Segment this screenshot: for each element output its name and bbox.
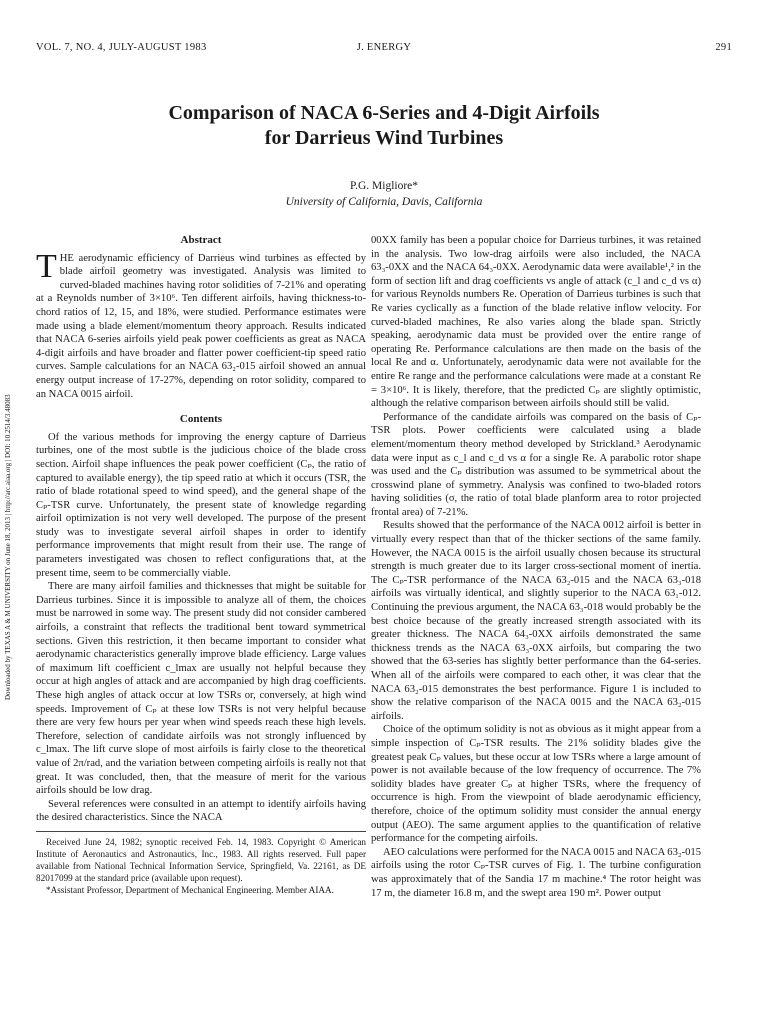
- body-paragraph: AEO calculations were performed for the NACA 0015 and NACA 63₂-015 airfoils using the rotor Cₚ-TSR curves of Fig. 1. The turbine configuration was approximately that of the Sandia 17 m machine.⁴ The rotor height was 17 m, the diameter 16.8 m, and the swept area 190 m². Power output: [371, 846, 701, 899]
- contents-paragraph: Several references were consulted in an attempt to identify airfoils having the desired characteristics. Since the NACA: [36, 798, 366, 824]
- body-paragraph: Results showed that the performance of the NACA 0012 airfoil is better in virtually every respect than that of the thicker sections of the same family. However, the NACA 0015 is the airfoil usually chosen because its structural strength is much greater due to its larger cross-sectional moment of inertia. The Cₚ-TSR performance of the NACA 63₂-015 and the NACA 63₃-018 airfoils was virtually identical, and slightly superior to the NACA 63₁-012. Continuing the previous argument, the NACA 63₃-018 would probably be the best choice because of the greatly increased strength associated with its greater thickness. The NACA 64₃-0XX airfoils demonstrated the same thickness trends as the NACA 63₃-0XX airfoils, but comparing the two showed that the 63-series has slightly better performance than the 64-series. When all of the airfoils were compared to each other, it was clear that the NACA 63₂-015 demonstrates the best performance. Figure 1 is included to show the relative comparison of the NACA 0015 and the NACA 63₂-015 airfoils.: [371, 520, 701, 722]
- abstract-heading: Abstract: [180, 234, 222, 246]
- author: P.G. Migliore*: [349, 180, 419, 192]
- dropcap-letter: T: [36, 247, 57, 285]
- affiliation: University of California, Davis, California: [285, 196, 483, 208]
- contents-paragraph: There are many airfoil families and thicknesses that might be suitable for Darrieus turbines. Since it is impossible to analyze all of them, the choices must be narrowed in some way. The present study did not consider cambered airfoils, a constraint that reflects the traditional bent toward symmetrical sections. Given this restriction, it then became important to consider what aerodynamic characteristics generally improve blade efficiency. Large values of maximum lift coefficient c_lmax are usually not helpful because they occur at high angles of attack and are accompanied by high drag coefficients. These high angles of attack occur at low TSRs or, conversely, at high wind speeds. Improvement of Cₚ at these low TSRs is not very helpful because there are very few hours per year when wind speeds reach these high levels. Therefore, selection of candidate airfoils was not strongly influenced by c_lmax. The lift curve slope of most airfoils is fairly close to the theoretical value of 2π/rad, and the variation between competing airfoils is really not that great. It was concluded, then, that the measure of merit for the various airfoils should be low drag.: [36, 581, 366, 797]
- right-column: [371, 234, 701, 900]
- page-number: 291: [715, 42, 732, 53]
- title-line-1: Comparison of NACA 6-Series and 4-Digit Airfoils: [168, 102, 600, 124]
- running-head: [36, 42, 732, 58]
- abstract-body: HE aerodynamic efficiency of Darrieus wind turbines as effected by blade airfoil geometry was investigated. Analysis was limited to curved-bladed machines having rotor solidities of 7-21% and operating at a Reynolds number of 3×10⁶. Ten different airfoils, having thickness-to-chord ratios of 12, 15, and 18%, were studied. Performance estimates were made using a blade element/momentum theory approach. Results indicated that NACA 6-series airfoils yield peak power coefficients as great as NACA 4-digit airfoils and have broader and flatter power coefficient-tip speed ratio curves. Sample calculations for an NACA 63₂-015 airfoil showed an annual energy output increase of 17-27%, depending on rotor solidity, compared to an NACA 0015 airfoil.: [36, 252, 366, 400]
- body-paragraph: Choice of the optimum solidity is not as obvious as it might appear from a simple inspection of Cₚ-TSR results. The 21% solidity blades give the greatest peak Cₚ values, but these occur at low TSRs where a large amount of power is not available because of the low frequency of occurrence. The 7% solidity blades have greater Cₚ at higher TSRs, where the frequency of occurrence is high. From the viewpoint of blade aerodynamic efficiency, therefore, choice of the optimum solidity must consider the annual energy output (AEO). The same argument applies to the quantification of relative performance for the competing airfoils.: [371, 724, 701, 845]
- contents-heading: Contents: [179, 413, 223, 426]
- footnote-author: *Assistant Professor, Department of Mechanical Engineering. Member AIAA.: [46, 884, 334, 895]
- paper-title: [36, 101, 732, 151]
- footnotes: [36, 831, 366, 896]
- journal-name: J. ENERGY: [356, 42, 412, 53]
- body-paragraph: 00XX family has been a popular choice for Darrieus turbines, it was retained in the analysis. Two low-drag airfoils were also included, the NACA 63₃-0XX and the NACA 64₃-0XX. Aerodynamic data were available¹,² in the form of section lift and drag coefficients vs angle of attack (c_l and c_d vs α) for various Reynolds numbers Re. Operation of Darrieus turbines is such that Re varies cyclically as a function of the blade relative inflow velocity. For curved-bladed machines, Re also varies along the blade span. Strictly speaking, aerodynamic data must be provided over the entire range of operating Re. Performance calculations are then made on the basis of the local Re and α. Unfortunately, aerodynamic data were not available for the entire Re range and the performance calculations were made at a constant Re = 3×10⁶. It is likely, therefore, that the predicted Cₚ are slightly optimistic, although the relative comparison between airfoils should still be valid.: [371, 235, 701, 410]
- body-paragraph: Performance of the candidate airfoils was compared on the basis of Cₚ-TSR plots. Power coefficients were calculated using a blade element/momentum theory method developed by Strickland.³ Aerodynamic data were input as c_l and c_d vs α for a single Re. A parabolic rotor shape was used and the Cₚ distribution was assumed to be symmetrical about the crosswind plane of symmetry. Analysis was confined to two-bladed rotors having solidities (σ, the ratio of total blade planform area to rotor projected frontal area) of 7-21%.: [371, 411, 701, 518]
- abstract-text: [36, 247, 366, 402]
- contents-paragraph: Of the various methods for improving the energy capture of Darrieus turbines, one of the most subtle is the judicious choice of the blade cross section. Airfoil shape influences the peak power coefficient (Cₚ, the ratio of captured to available energy), the tip speed ratio at which it occurs (TSR, the ratio of blade rotational speed to wind speed), and the general shape of the Cₚ-TSR curve. Unfortunately, the present state of knowledge regarding airfoil optimization is not very well developed. The purpose of the present study was to investigate several airfoil shapes in order to identify performance improvements that might result from their use. The range of parameters investigated was chosen to reflect configurations that, at the present time, seem to be commercially viable.: [36, 431, 366, 579]
- left-column: [36, 234, 366, 896]
- footnote-received: Received June 24, 1982; synoptic received Feb. 14, 1983. Copyright © American Institute of Aeronautics and Astronautics, Inc., 1983. All rights reserved. Full paper available from National Technical Information Service, Springfield, Va. 22161, as DE 82017099 at the standard price (available upon request).: [36, 836, 366, 883]
- journal-volume: VOL. 7, NO. 4, JULY-AUGUST 1983: [36, 42, 207, 53]
- title-line-2: for Darrieus Wind Turbines: [264, 127, 504, 149]
- download-watermark: Downloaded by TEXAS A & M UNIVERSITY on June 18, 2013 | http://arc.aiaa.org | DOI: 10.2514/3.48083: [4, 394, 12, 700]
